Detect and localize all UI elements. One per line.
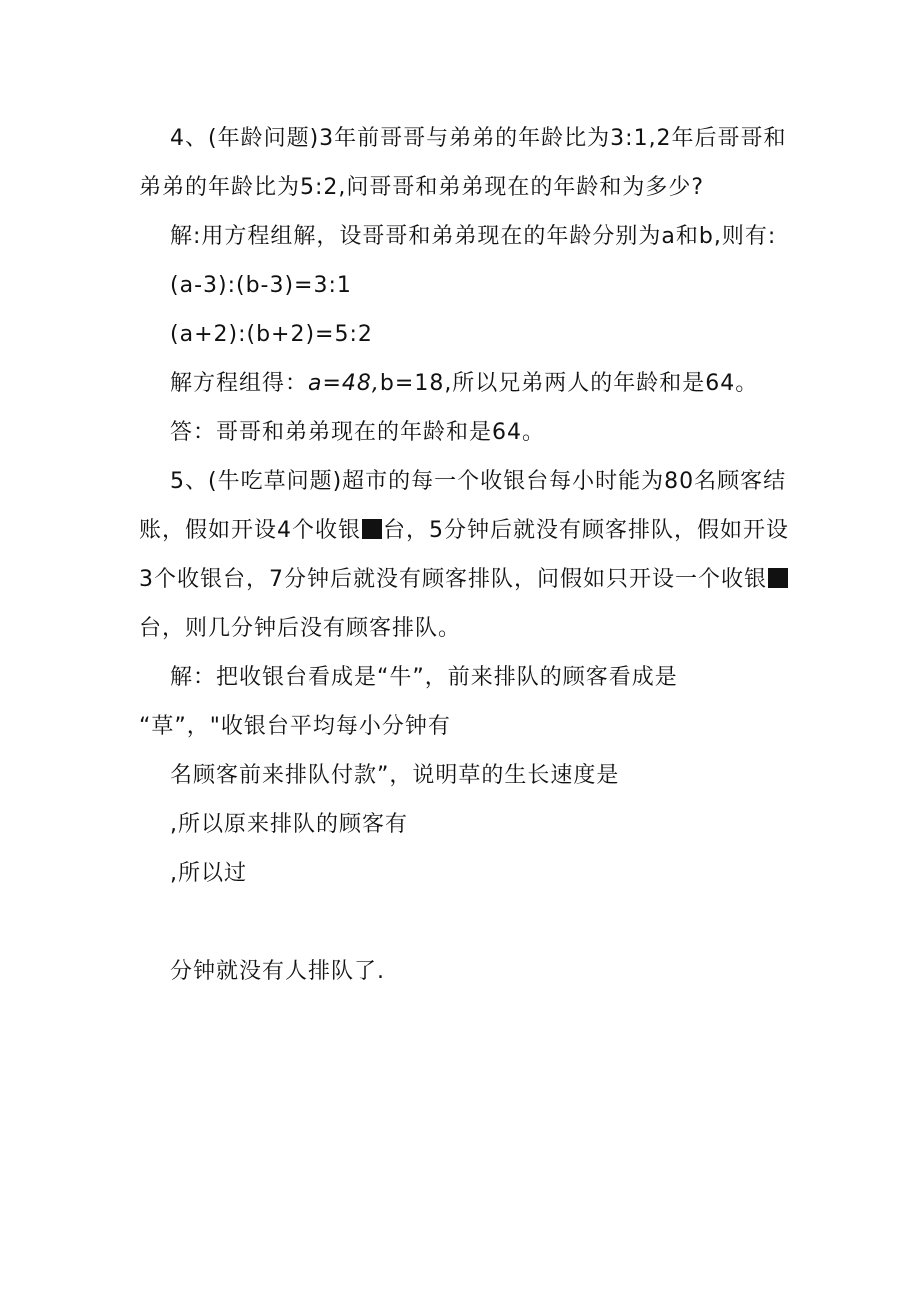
problem4-result-prefix: 解方程组得： bbox=[170, 371, 309, 396]
problem5-line4: 台，则几分钟后没有顾客排队。 bbox=[139, 616, 462, 641]
problem4-result-a: a=48, bbox=[308, 371, 380, 396]
problem5-solution-line4: ,所以原来排队的顾客有 bbox=[170, 812, 408, 837]
problem5-solution-line2: “草”，"收银台平均每小分钟有 bbox=[139, 714, 451, 739]
problem5-line2 bbox=[139, 518, 789, 544]
problem5-line3-a: 3个收银台，7分钟后就没有顾客排队，问假如只开设一个收银 bbox=[139, 567, 767, 592]
problem4-equation1: (a-3):(b-3)=3:1 bbox=[170, 273, 352, 298]
problem4-equation2: (a+2):(b+2)=5:2 bbox=[170, 322, 373, 347]
problem5-solution-line3: 名顾客前来排队付款”，说明草的生长速度是 bbox=[170, 763, 620, 788]
problem4-solution-intro: 解:用方程组解，设哥哥和弟弟现在的年龄分别为a和b,则有: bbox=[170, 224, 777, 249]
problem5-line2-b: 台，5分钟后就没有顾客排队，假如开设 bbox=[383, 518, 789, 543]
redaction-block-icon bbox=[768, 568, 788, 588]
problem5-line2-a: 账，假如开设4个收银 bbox=[139, 518, 361, 543]
redaction-block-icon bbox=[362, 519, 382, 539]
problem4-answer: 答：哥哥和弟弟现在的年龄和是64。 bbox=[170, 420, 545, 445]
problem5-line1: 5、(牛吃草问题)超市的每一个收银台每小时能为80名顾客结 bbox=[170, 469, 787, 494]
problem4-result bbox=[170, 371, 758, 397]
problem5-solution-line6: 分钟就没有人排队了. bbox=[170, 959, 385, 984]
problem5-solution-line1: 解：把收银台看成是“牛”，前来排队的顾客看成是 bbox=[170, 665, 678, 690]
problem5-line3 bbox=[139, 567, 789, 593]
problem4-line2: 弟弟的年龄比为5:2,问哥哥和弟弟现在的年龄和为多少? bbox=[139, 175, 705, 200]
problem4-result-rest: b=18,所以兄弟两人的年龄和是64。 bbox=[379, 371, 759, 396]
problem4-line1: 4、(年龄问题)3年前哥哥与弟弟的年龄比为3:1,2年后哥哥和 bbox=[170, 126, 787, 151]
problem5-solution-line5: ,所以过 bbox=[170, 861, 247, 886]
